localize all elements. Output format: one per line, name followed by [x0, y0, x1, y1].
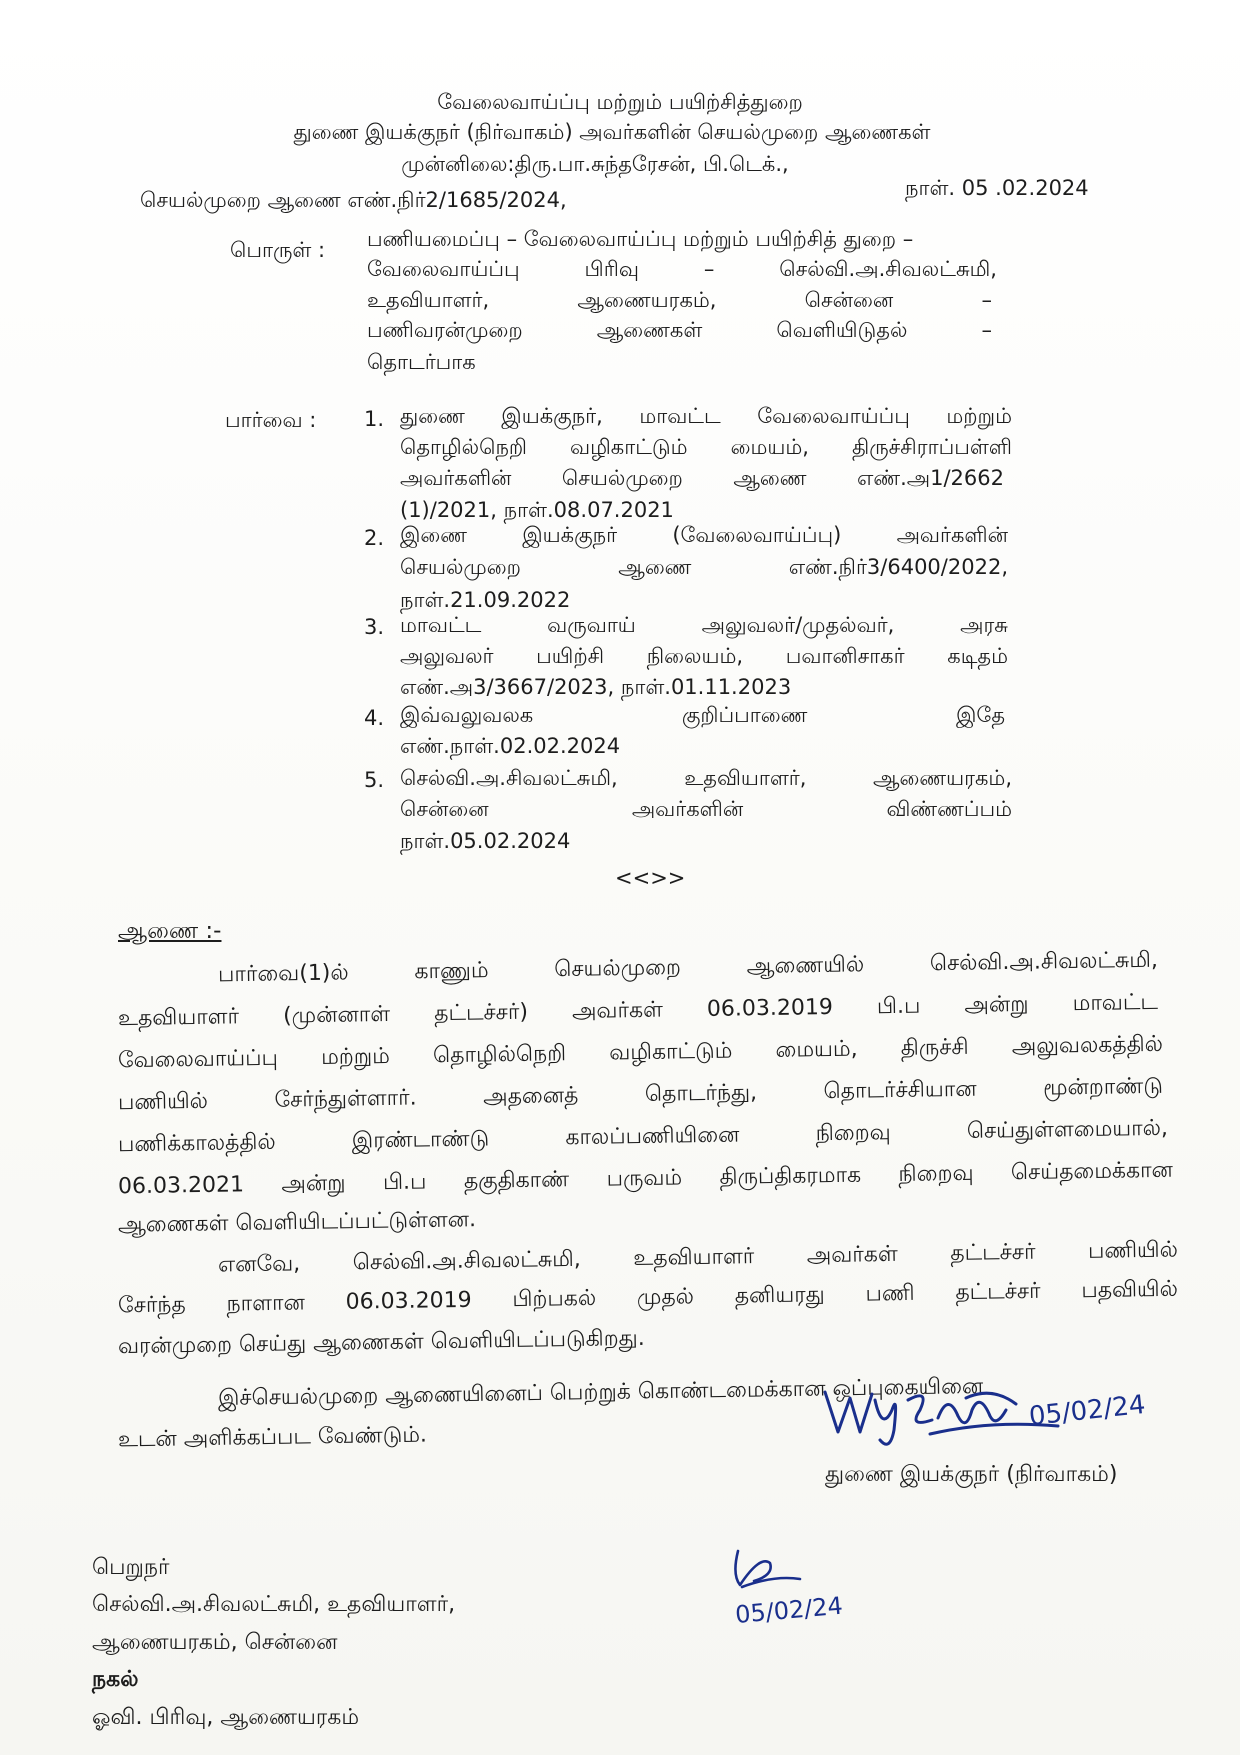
order-para1-line: 06.03.2021 அன்று பி.ப தகுதிகாண் பருவம் திருப்திகரமாக நிறைவு செய்தமைக்கான [117, 1157, 1174, 1200]
copy-line: ஓவி. பிரிவு, ஆணையரகம் [92, 1705, 360, 1730]
subject-line: தொடர்பாக [367, 350, 476, 374]
reference-line: (1)/2021, நாள்.08.07.2021 [400, 498, 674, 522]
reference-number: 3. [364, 615, 385, 639]
reference-line: அலுவலர் பயிற்சி நிலையம், பவானிசாகர் கடிதம் [400, 644, 1008, 668]
order-para2-line: சேர்ந்த நாளான 06.03.2019 பிற்பகல் முதல் தனியரது பணி தட்டச்சர் பதவியில் [117, 1276, 1179, 1319]
subject-line: வேலைவாய்ப்பு பிரிவு – செல்வி.அ.சிவலட்சுமி, [367, 257, 997, 281]
reference-line: எண்.அ3/3667/2023, நாள்.01.11.2023 [400, 675, 792, 699]
initials-date: 05/02/24 [734, 1591, 844, 1629]
reference-number: 4. [364, 706, 385, 730]
recipient-line: ஆணையரகம், சென்னை [92, 1630, 338, 1655]
reference-line: அவர்களின் செயல்முறை ஆணை எண்.அ1/2662 [400, 466, 1004, 490]
signature-date: 05/02/24 [1027, 1389, 1147, 1432]
subject-line: பணியமைப்பு – வேலைவாய்ப்பு மற்றும் பயிற்சித் துறை – [367, 227, 914, 251]
officer-signature [820, 1370, 1170, 1470]
order-para2-line: வரன்முறை செய்து ஆணைகள் வெளியிடப்படுகிறது. [117, 1325, 645, 1360]
subject-line: உதவியாளர், ஆணையரகம், சென்னை – [367, 288, 992, 312]
order-para1-line: பணியில் சேர்ந்துள்ளார். அதனைத் தொடர்ந்து, தொடர்ச்சியான மூன்றாண்டு [117, 1073, 1164, 1116]
copy-label: நகல் [92, 1667, 139, 1692]
recipient-label: பெறுநர் [92, 1555, 170, 1580]
presiding-officer: முன்னிலை:திரு.பா.சுந்தரேசன், பி.டெக்., [401, 152, 789, 176]
reference-line: மாவட்ட வருவாய் அலுவலர்/முதல்வர், அரசு [400, 613, 1008, 637]
section-separator: <<>> [615, 866, 686, 890]
order-title: ஆணை :- [118, 918, 222, 944]
reference-number: 5. [364, 768, 385, 792]
order-para1-line: பார்வை(1)ல் காணும் செயல்முறை ஆணையில் செல்வி.அ.சிவலட்சுமி, [217, 947, 1159, 988]
reference-number: 2. [364, 526, 385, 550]
reference-line: நாள்.21.09.2022 [400, 588, 571, 612]
order-para1-line: உதவியாளர் (முன்னாள் தட்டச்சர்) அவர்கள் 06.03.2019 பி.ப அன்று மாவட்ட [117, 989, 1159, 1032]
order-para3-line: இச்செயல்முறை ஆணையினைப் பெற்றுக் கொண்டமைக்கான ஒப்புகையினை [217, 1373, 984, 1412]
order-para1-line: ஆணைகள் வெளியிடப்பட்டுள்ளன. [117, 1207, 477, 1238]
reference-line: துணை இயக்குநர், மாவட்ட வேலைவாய்ப்பு மற்றும் [400, 404, 1012, 428]
reference-line: செல்வி.அ.சிவலட்சுமி, உதவியாளர், ஆணையரகம், [400, 766, 1012, 790]
reference-line: தொழில்நெறி வழிகாட்டும் மையம், திருச்சிராப்பள்ளி [400, 435, 1012, 459]
order-para2-line: எனவே, செல்வி.அ.சிவலட்சுமி, உதவியாளர் அவர்கள் தட்டச்சர் பணியில் [217, 1237, 1179, 1278]
reference-line: சென்னை அவர்களின் விண்ணப்பம் [400, 797, 1012, 821]
reference-label: பார்வை : [225, 408, 317, 432]
reference-line: எண்.நாள்.02.02.2024 [400, 734, 621, 758]
reference-number: 1. [364, 407, 385, 431]
order-date: நாள். 05 .02.2024 [905, 176, 1089, 200]
officer-designation: துணை இயக்குநர் (நிர்வாகம்) [825, 1462, 1118, 1487]
recipient-line: செல்வி.அ.சிவலட்சுமி, உதவியாளர், [92, 1592, 456, 1617]
subject-line: பணிவரன்முறை ஆணைகள் வெளியிடுதல் – [367, 318, 992, 342]
reference-line: இவ்வலுவலக குறிப்பாணை இதே [400, 703, 1005, 727]
order-para3-line: உடன் அளிக்கப்பட வேண்டும். [117, 1422, 428, 1453]
reference-line: செயல்முறை ஆணை எண்.நிர்3/6400/2022, [400, 555, 1008, 579]
reference-line: நாள்.05.02.2024 [400, 829, 571, 853]
department-title: வேலைவாய்ப்பு மற்றும் பயிற்சித்துறை [437, 90, 803, 114]
order-para1-line: பணிக்காலத்தில் இரண்டாண்டு காலப்பணியினை நிறைவு செய்துள்ளமையால், [117, 1115, 1169, 1158]
order-para1-line: வேலைவாய்ப்பு மற்றும் தொழில்நெறி வழிகாட்டும் மையம், திருச்சி அலுவலகத்தில் [117, 1031, 1164, 1074]
office-title: துணை இயக்குநர் (நிர்வாகம்) அவர்களின் செயல்முறை ஆணைகள் [293, 120, 931, 144]
subject-label: பொருள் : [230, 238, 326, 262]
order-number: செயல்முறை ஆணை எண்.நிர்2/1685/2024, [140, 188, 567, 212]
receipt-initials [730, 1545, 870, 1640]
reference-line: இணை இயக்குநர் (வேலைவாய்ப்பு) அவர்களின் [400, 523, 1008, 547]
